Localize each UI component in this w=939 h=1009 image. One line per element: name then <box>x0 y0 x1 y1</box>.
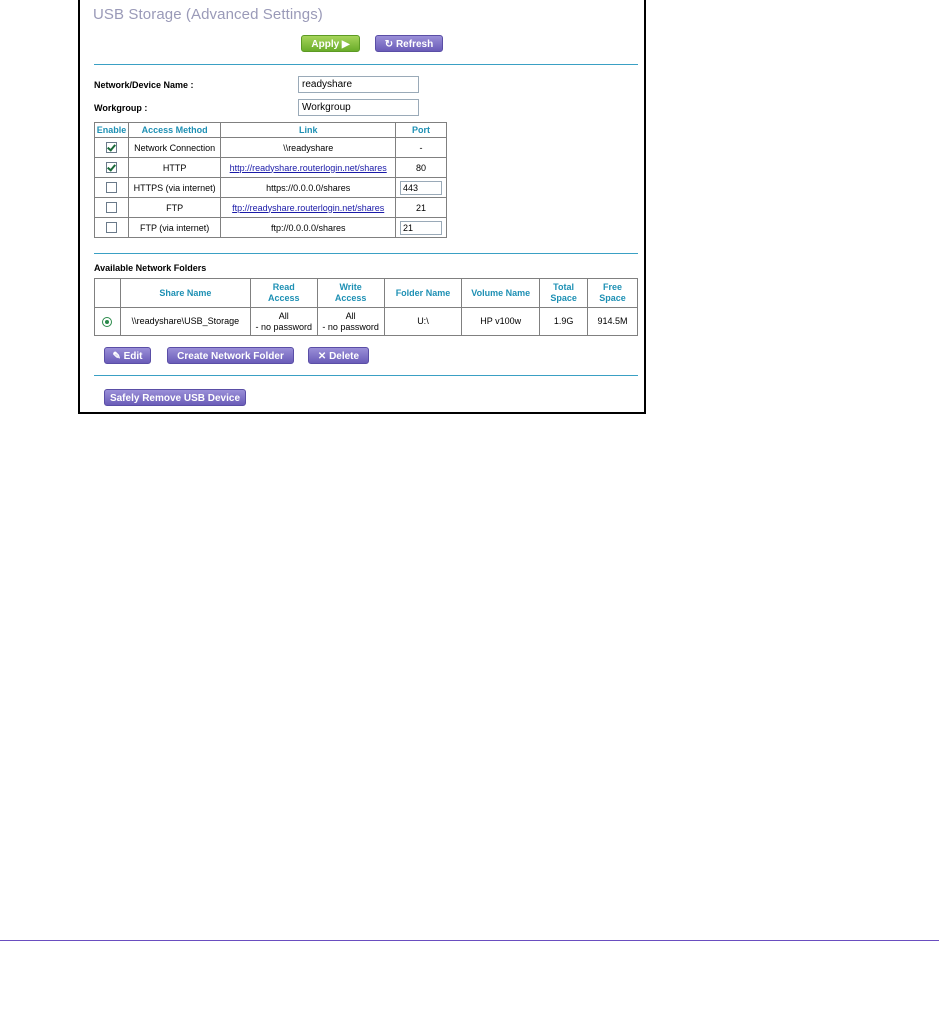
access-method-cell: Network Connection <box>128 138 220 158</box>
network-folders-table <box>94 278 638 336</box>
access-row <box>95 178 447 198</box>
divider <box>94 64 638 65</box>
divider <box>94 253 638 254</box>
port-cell <box>396 218 447 238</box>
folders-header-cell: Share Name <box>120 279 250 308</box>
folder-row <box>95 308 638 336</box>
footer-rule <box>0 940 939 941</box>
link-cell: https://0.0.0.0/shares <box>221 178 396 198</box>
page-title: USB Storage (Advanced Settings) <box>93 6 323 23</box>
access-method-table <box>94 122 447 238</box>
enable-cell <box>95 218 129 238</box>
folders-header-cell: Write Access <box>317 279 384 308</box>
port-cell: 21 <box>396 198 447 218</box>
volume-name-cell: HP v100w <box>462 308 540 336</box>
create-network-folder-button[interactable]: Create Network Folder <box>167 347 294 364</box>
apply-button[interactable]: Apply ▶ <box>301 35 360 52</box>
enable-checkbox[interactable] <box>106 182 117 193</box>
access-row <box>95 198 447 218</box>
port-cell: 80 <box>396 158 447 178</box>
workgroup-input[interactable] <box>298 99 419 116</box>
port-cell: - <box>396 138 447 158</box>
select-cell <box>95 308 121 336</box>
total-space-cell: 1.9G <box>540 308 588 336</box>
read-access-cell: All - no password <box>250 308 317 336</box>
delete-button[interactable]: ✕ Delete <box>308 347 369 364</box>
header-link: Link <box>221 123 396 138</box>
access-method-cell: HTTPS (via internet) <box>128 178 220 198</box>
port-cell <box>396 178 447 198</box>
enable-cell <box>95 198 129 218</box>
link-cell: ftp://0.0.0.0/shares <box>221 218 396 238</box>
enable-checkbox[interactable] <box>106 202 117 213</box>
link-cell: \\readyshare <box>221 138 396 158</box>
enable-cell <box>95 158 129 178</box>
port-input[interactable] <box>400 181 442 195</box>
folders-header-cell: Folder Name <box>384 279 462 308</box>
safely-remove-usb-button[interactable]: Safely Remove USB Device <box>104 389 246 406</box>
access-method-cell: FTP <box>128 198 220 218</box>
device-name-label: Network/Device Name : <box>94 80 194 90</box>
folders-header-cell: Free Space <box>588 279 638 308</box>
share-link[interactable]: http://readyshare.routerlogin.net/shares <box>229 162 387 173</box>
access-method-cell: HTTP <box>128 158 220 178</box>
access-row <box>95 138 447 158</box>
write-access-cell: All - no password <box>317 308 384 336</box>
workgroup-label: Workgroup : <box>94 103 148 113</box>
usb-storage-panel <box>78 0 646 414</box>
folders-header-row <box>95 279 638 308</box>
enable-checkbox[interactable] <box>106 162 117 173</box>
folder-select-radio[interactable] <box>102 317 112 327</box>
port-input[interactable] <box>400 221 442 235</box>
header-access-method: Access Method <box>128 123 220 138</box>
divider <box>94 375 638 376</box>
access-row <box>95 158 447 178</box>
enable-checkbox[interactable] <box>106 142 117 153</box>
share-name-cell: \\readyshare\USB_Storage <box>120 308 250 336</box>
edit-button[interactable]: ✎ Edit <box>104 347 151 364</box>
header-enable: Enable <box>95 123 129 138</box>
enable-cell <box>95 178 129 198</box>
access-row <box>95 218 447 238</box>
folders-header-cell: Read Access <box>250 279 317 308</box>
available-folders-label: Available Network Folders <box>94 263 207 273</box>
link-cell <box>221 198 396 218</box>
header-port: Port <box>396 123 447 138</box>
enable-checkbox[interactable] <box>106 222 117 233</box>
free-space-cell: 914.5M <box>588 308 638 336</box>
link-cell <box>221 158 396 178</box>
folders-header-cell: Total Space <box>540 279 588 308</box>
folders-header-cell <box>95 279 121 308</box>
share-link[interactable]: ftp://readyshare.routerlogin.net/shares <box>232 202 385 213</box>
folders-header-cell: Volume Name <box>462 279 540 308</box>
enable-cell <box>95 138 129 158</box>
folder-name-cell: U:\ <box>384 308 462 336</box>
access-method-cell: FTP (via internet) <box>128 218 220 238</box>
refresh-button[interactable]: ↻ Refresh <box>375 35 443 52</box>
device-name-input[interactable] <box>298 76 419 93</box>
access-header-row <box>95 123 447 138</box>
